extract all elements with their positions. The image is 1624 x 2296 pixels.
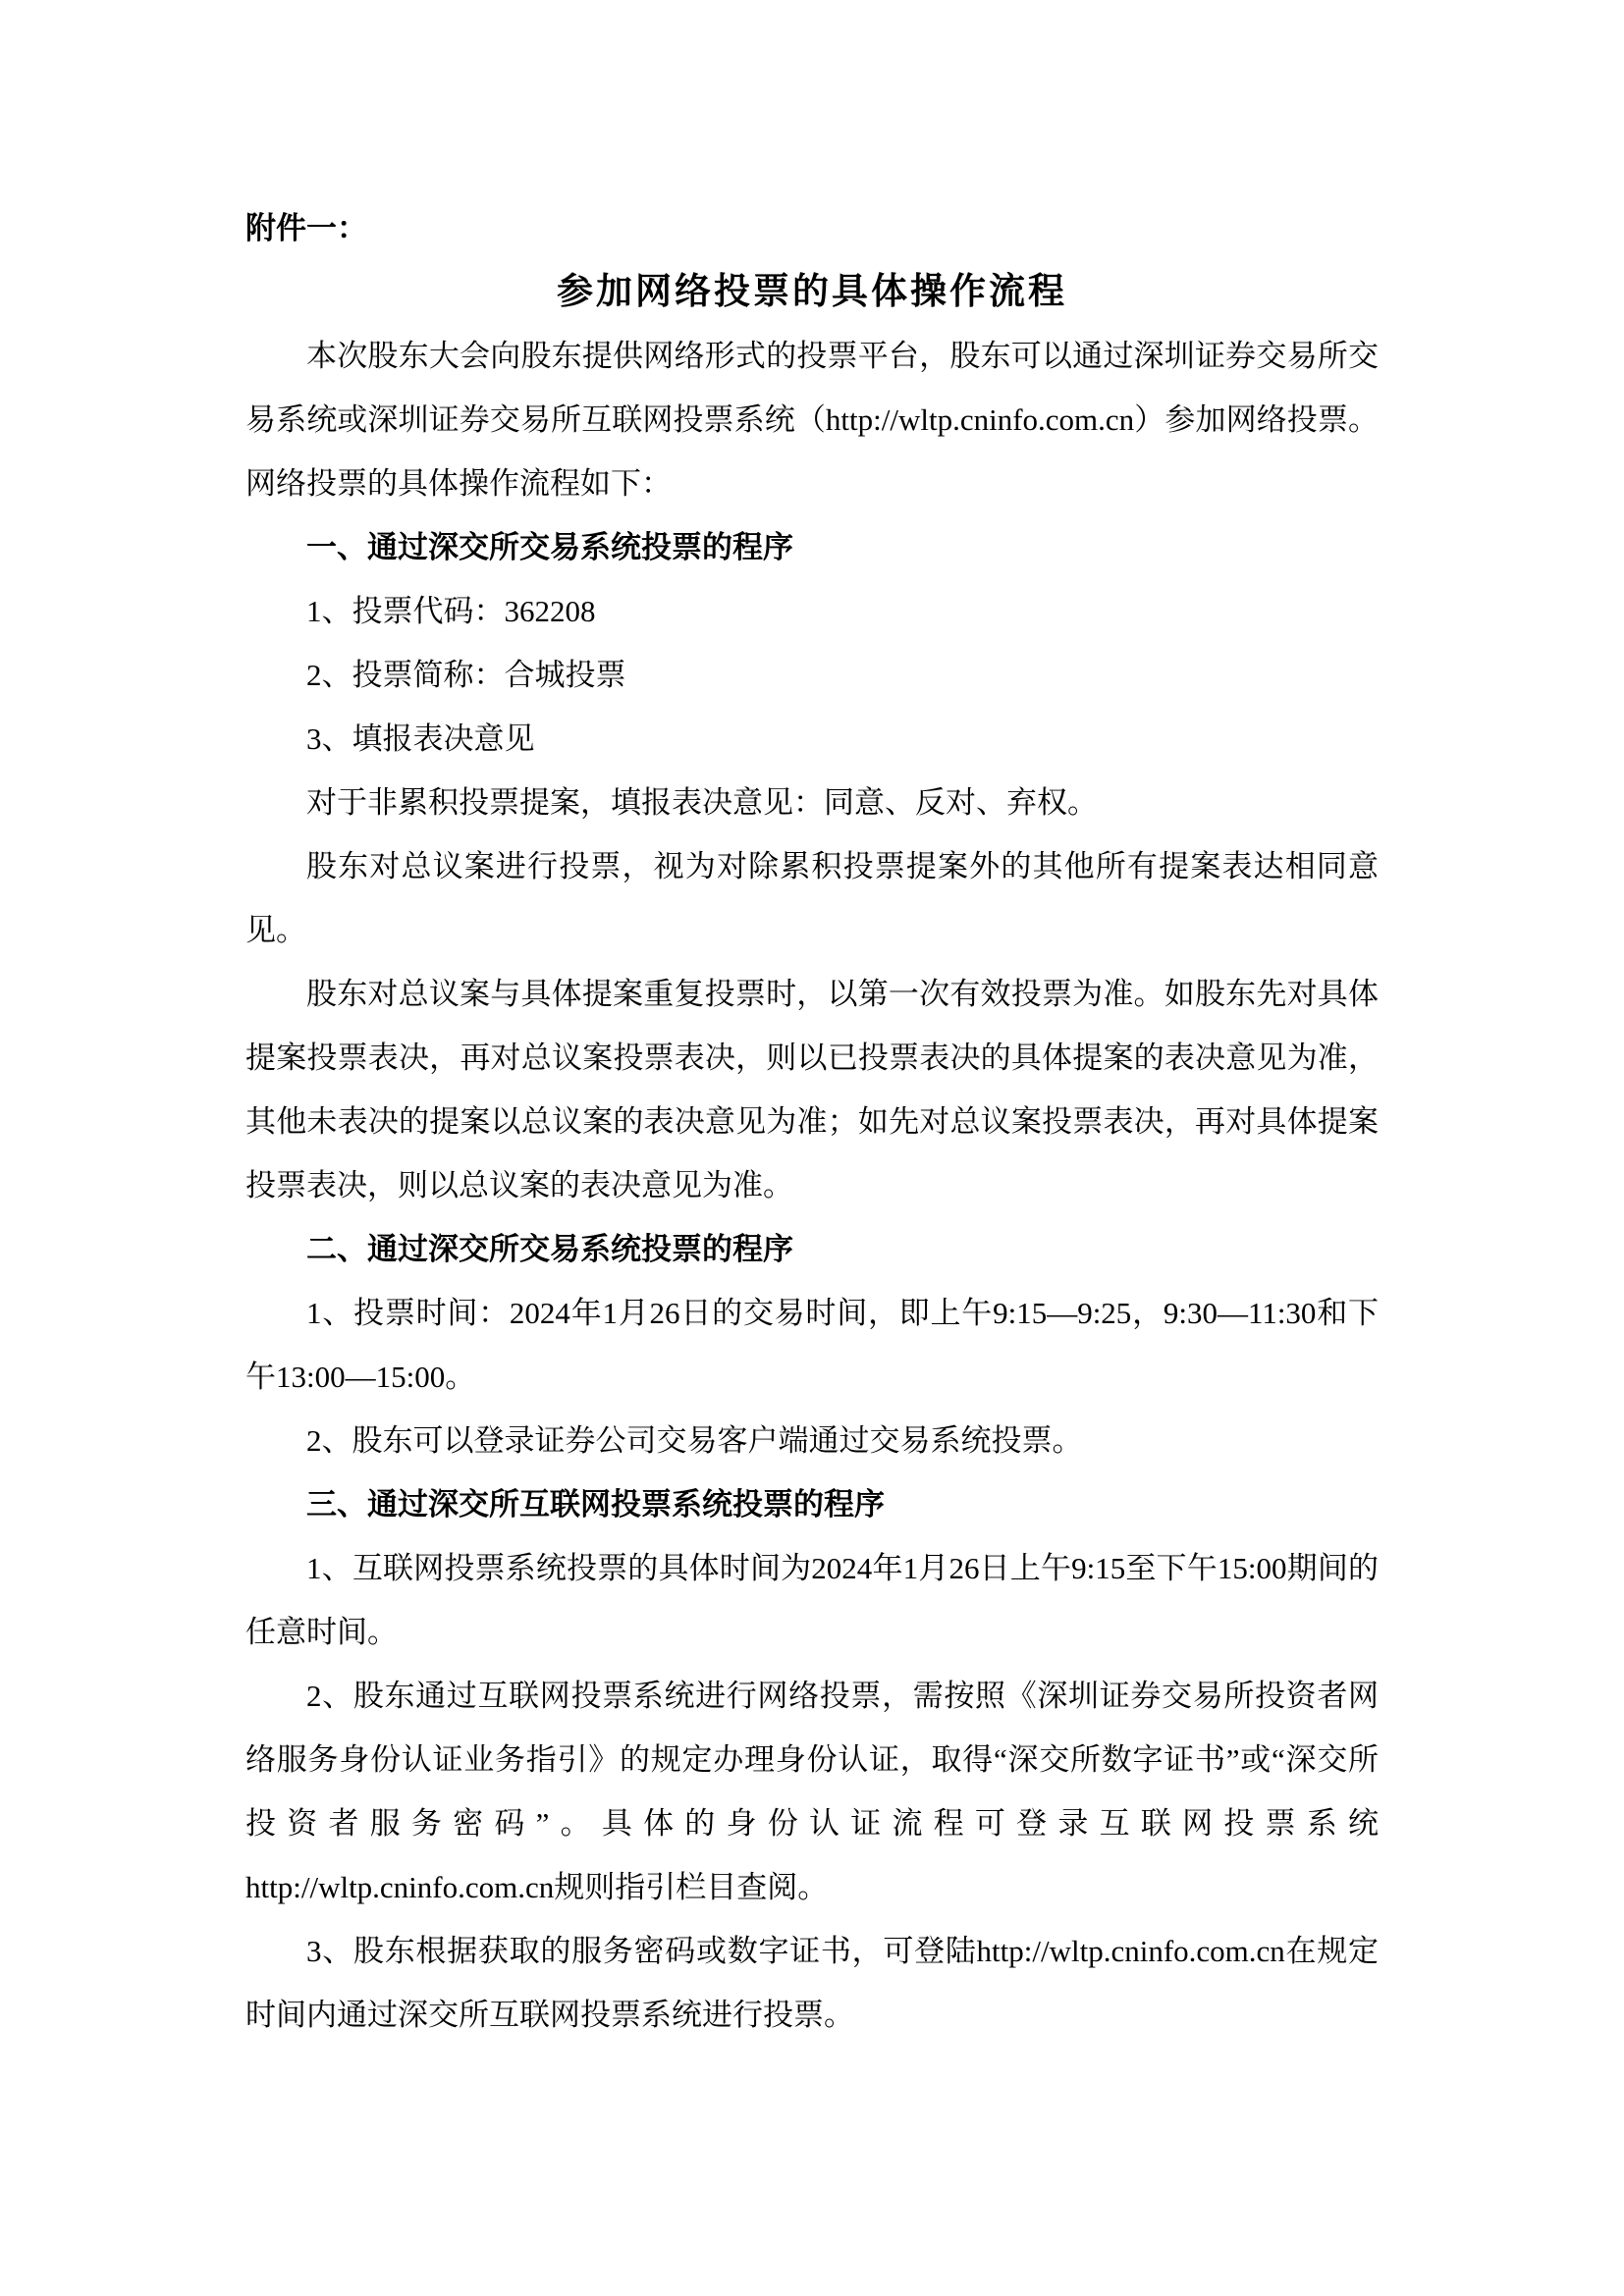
login-vote-paragraph: 3、股东根据获取的服务密码或数字证书，可登陆http://wltp.cninfo.com.cn在规定时间内通过深交所互联网投票系统进行投票。: [245, 1934, 1379, 2032]
document-content: [245, 196, 1379, 2047]
broker-client-line: 2、股东可以登录证券公司交易客户端通过交易系统投票。: [306, 1423, 1083, 1458]
document-title: 参加网络投票的具体操作流程: [557, 272, 1067, 312]
non-cumulative-line: 对于非累积投票提案，填报表决意见：同意、反对、弃权。: [306, 785, 1098, 820]
vote-time-paragraph: 1、投票时间：2024年1月26日的交易时间，即上午9:15—9:25，9:30—11:30和下午13:00—15:00。: [245, 1296, 1379, 1394]
repeat-vote-paragraph: 股东对总议案与具体提案重复投票时，以第一次有效投票为准。如股东先对具体提案投票表决，再对总议案投票表决，则以已投票表决的具体提案的表决意见为准，其他未表决的提案以总议案的表决意见为准；如先对总议案投票表决，再对具体提案投票表决，则以总议案的表决意见为准。: [245, 977, 1379, 1202]
identity-auth-paragraph: 2、股东通过互联网投票系统进行网络投票，需按照《深圳证券交易所投资者网络服务身份认证业务指引》的规定办理身份认证，取得“深交所数字证书”或“深交所投资者服务密码”。具体的身份认证流程可登录互联网投票系统http://wltp.cninfo.com.cn规则指引栏目查阅。: [245, 1679, 1379, 1904]
section-3-heading: 三、通过深交所互联网投票系统投票的程序: [306, 1487, 885, 1522]
attachment-label: 附件一：: [245, 211, 367, 245]
section-2-heading: 二、通过深交所交易系统投票的程序: [306, 1232, 793, 1266]
section-1-heading: 一、通过深交所交易系统投票的程序: [306, 530, 793, 564]
vote-code-line: 1、投票代码：362208: [306, 594, 596, 628]
internet-time-paragraph: 1、互联网投票系统投票的具体时间为2024年1月26日上午9:15至下午15:00期间的任意时间。: [245, 1551, 1379, 1649]
vote-name-line: 2、投票简称：合城投票: [306, 658, 626, 692]
general-proposal-paragraph: 股东对总议案进行投票，视为对除累积投票提案外的其他所有提案表达相同意见。: [245, 849, 1379, 947]
intro-paragraph: 本次股东大会向股东提供网络形式的投票平台，股东可以通过深圳证券交易所交易系统或深圳证券交易所互联网投票系统（http://wltp.cninfo.com.cn）参加网络投票。网络投票的具体操作流程如下：: [245, 339, 1379, 501]
fill-opinion-line: 3、填报表决意见: [306, 721, 535, 756]
